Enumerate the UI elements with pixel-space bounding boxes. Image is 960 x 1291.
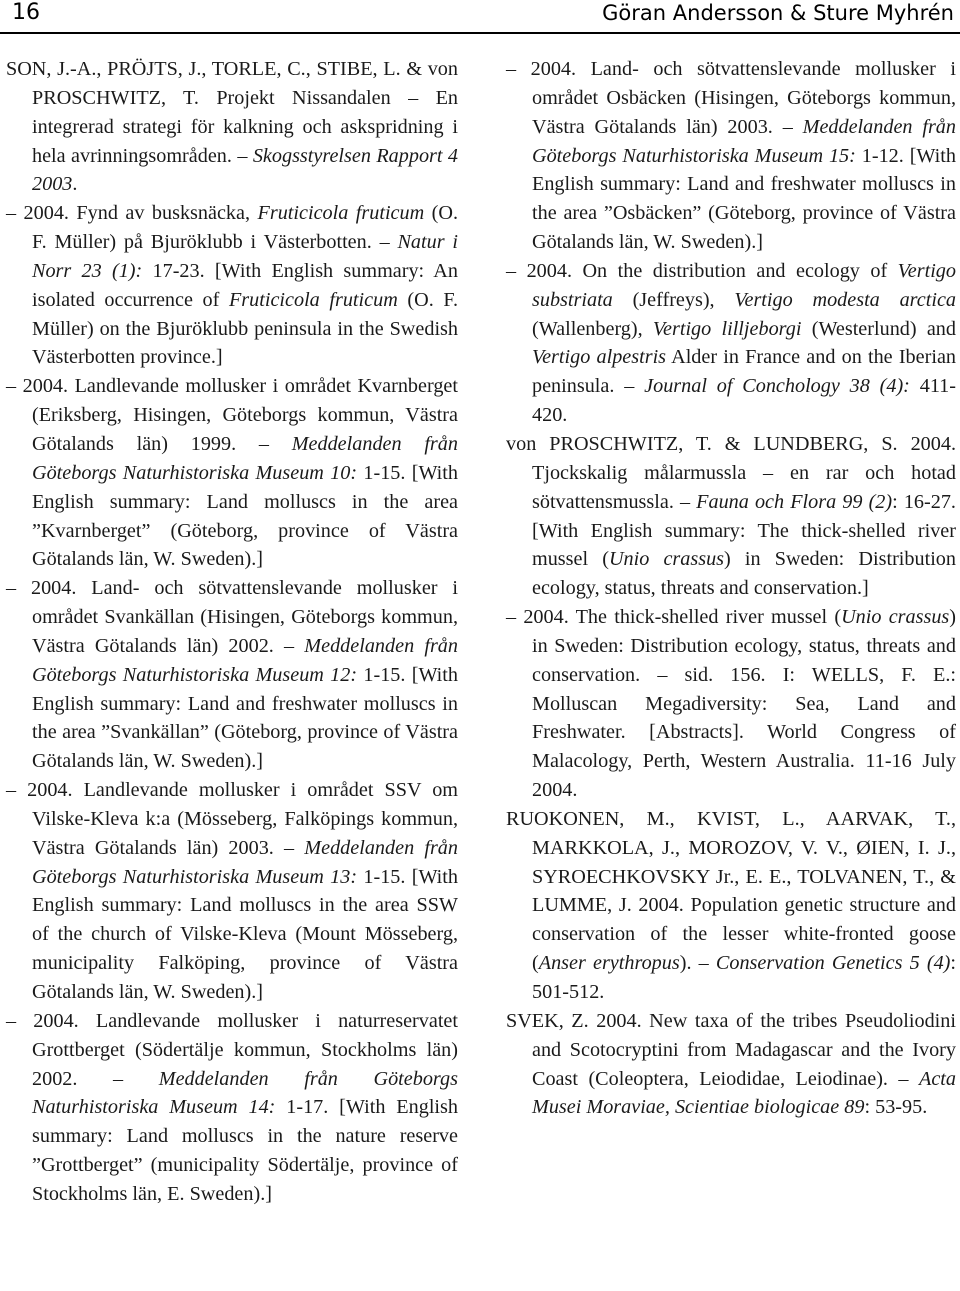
reference-entry: – 2004. The thick-shelled river mussel (Unio crassus) in Sweden: Distribution ecology, status, threats and conservation. – sid. 156. I: WELLS, F. E.: Molluscan Megadiversity: Sea, Land and Freshwater. [Abstracts]. World Congress of Malacology, Perth, Western Australia. 11-16 July 2004. (506, 606, 957, 802)
reference-entry: – 2004. On the distribution and ecology of Vertigo substriata (Jeffreys), Vertigo modesta arctica (Wallenberg), Vertigo lilljeborgi (Westerlund) and Vertigo alpestris Alder in France and on the Iberian peninsula. – Journal of Conchology 38 (4): 411-420. (506, 259, 956, 427)
reference-entry: – 2004. Landlevande mollusker i naturreservatet Grottberget (Södertälje kommun, Stockholms län) 2002. – Meddelanden från Göteborgs Naturhistoriska Museum 14: 1-17. [With English summary: Land molluscs in the nature reserve ”Grottberget” (municipality Södertälje, province of Stockholms län, E. Sweden).] (6, 1009, 458, 1205)
running-head: Göran Andersson & Sture Myhrén (602, 1, 954, 25)
left-column (6, 55, 458, 1209)
reference-entry: von PROSCHWITZ, T. & LUNDBERG, S. 2004. Tjockskalig målarmussla – en rar och hotad sötvattensmussla. – Fauna och Flora 99 (2): 16-27. [With English summary: The thick-shelled river mussel (Unio crassus) in Sweden: Distribution ecology, status, threats and conservation.] (506, 432, 956, 600)
reference-entry: – 2004. Land- och sötvattenslevande mollusker i området Svankällan (Hisingen, Göteborgs kommun, Västra Götalands län) 2002. – Meddelanden från Göteborgs Naturhistoriska Museum 12: 1-15. [With English summary: Land and freshwater molluscs in the area ”Svankällan” (Göteborg, province of Västra Götalands län, W. Sweden).] (6, 577, 458, 773)
reference-entry: SVEK, Z. 2004. New taxa of the tribes Pseudoliodini and Scotocryptini from Madagascar and the Ivory Coast (Coleoptera, Leiodidae, Leiodinae). – Acta Musei Moraviae, Scientiae biologicae 89: 53-95. (506, 1009, 956, 1119)
page-number: 16 (12, 0, 40, 25)
reference-entry: – 2004. Landlevande mollusker i området SSV om Vilske-Kleva k:a (Mösseberg, Falköpings kommun, Västra Götalands län) 2003. – Meddelanden från Göteborgs Naturhistoriska Museum 13: 1-15. [With English summary: Land molluscs in the area SSW of the church of Vilske-Kleva (Mount Mösseberg, municipality Falköping, province of Västra Götalands län, W. Sweden).] (6, 779, 458, 1003)
header-rule (0, 32, 960, 34)
reference-entry: – 2004. Land- och sötvattenslevande mollusker i området Osbäcken (Hisingen, Göteborgs kommun, Västra Götalands län) 2003. – Meddelanden från Göteborgs Naturhistoriska Museum 15: 1-12. [With English summary: Land and freshwater molluscs in the area ”Osbäcken” (Göteborg, province of Västra Götalands län, W. Sweden).] (506, 58, 956, 254)
right-column (506, 55, 956, 1122)
reference-entry: RUOKONEN, M., KVIST, L., AARVAK, T., MARKKOLA, J., MOROZOV, V. V., ØIEN, I. J., SYROECHKOVSKY Jr., E. E., TOLVANEN, T., & LUMME, J. 2004. Population genetic structure and conservation of the lesser white-fronted goose (Anser erythropus). – Conservation Genetics 5 (4): 501-512. (506, 807, 956, 1003)
reference-entry: – 2004. Landlevande mollusker i området Kvarnberget (Eriksberg, Hisingen, Göteborgs kommun, Västra Götalands län) 1999. – Meddelanden från Göteborgs Naturhistoriska Museum 10: 1-15. [With English summary: Land molluscs in the area ”Kvarnberget” (Göteborg, province of Västra Götalands län, W. Sweden).] (6, 375, 458, 571)
reference-entry: SON, J.-A., PRÖJTS, J., TORLE, C., STIBE, L. & von PROSCHWITZ, T. Projekt Nissandalen – En integrerad strategi för kalkning och askspridning i hela avrinningsområden. – Skogsstyrelsen Rapport 4 2003. (6, 58, 459, 196)
reference-entry: – 2004. Fynd av busksnäcka, Fruticicola fruticum (O. F. Müller) på Bjuröklubb i Västerbotten. – Natur i Norr 23 (1): 17-23. [With English summary: An isolated occurrence of Fruticicola fruticum (O. F. Müller) on the Bjuröklubb peninsula in the Swedish Västerbotten province.] (6, 202, 459, 369)
page-header (0, 0, 960, 28)
